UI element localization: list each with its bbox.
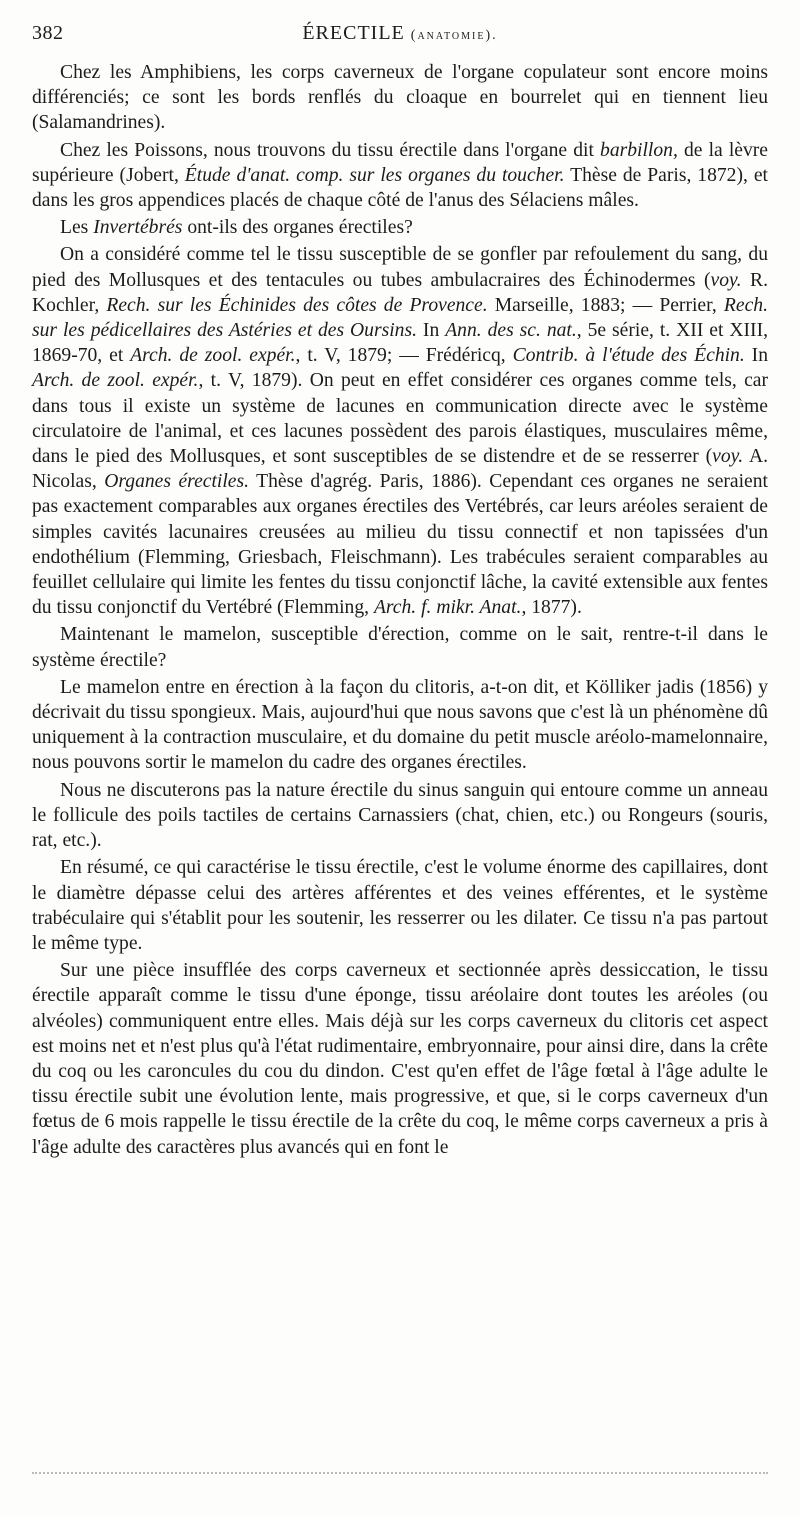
paragraph (32, 675, 768, 776)
running-title-main: ÉRECTILE (302, 22, 405, 44)
text-run: Chez les Poissons, nous trouvons du tissu érectile dans l'organe dit (60, 139, 601, 161)
paragraph (32, 958, 768, 1160)
italic-text: Invertébrés (93, 217, 183, 239)
running-header (32, 22, 768, 52)
text-run: ont-ils des organes érectiles? (182, 217, 413, 239)
text-run: R. Kochler, (32, 269, 768, 316)
text-run: Chez les Amphibiens, les corps caverneux de l'organe copulateur sont encore moins différenciés; ce sont les bords renflés du cloaque en bourrelet qui en tiennent lieu (Salamandrines). (32, 62, 768, 134)
text-run: On a considéré comme tel le tissu susceptible de se gonfler par refoulement du sang, du pied des Mollusques et des tentacules ou tubes ambulacraires des Échinodermes ( (32, 244, 768, 291)
text-run: Le mamelon entre en érection à la façon du clitoris, a-t-on dit, et Kölliker jadis (1856) y décrivait du tissu spongieux. Mais, aujourd'hui que nous savons que c'est là un phénomène dû uniquement à la contraction musculaire, et du domaine du petit muscle aréolo-mamelonnaire, nous pouvons sortir le mamelon du cadre des organes érectiles. (32, 676, 768, 774)
text-run: , t. V, 1879). On peut en effet considérer ces organes comme tels, car dans tous il existe un système de lacunes en communication directe avec le système circulatoire de l'animal, et ces lacunes possèdent des parois élastiques, musculaires même, dans le pied des Mollusques, et sont susceptibles de se distendre et de se resserrer ( (32, 370, 768, 468)
paragraph (32, 855, 768, 956)
italic-text: Arch. de zool. expér. (32, 370, 199, 392)
italic-text: Contrib. à l'étude des Échin. (512, 345, 745, 367)
running-title-subtitle: (anatomie). (410, 28, 498, 43)
text-run: Marseille, 1883; — Perrier, (487, 294, 724, 316)
italic-text: Organes érectiles. (104, 471, 250, 493)
italic-text: Rech. sur les Échinides des côtes de Provence. (106, 294, 488, 316)
text-run: Les (60, 217, 94, 239)
text-run: En résumé, ce qui caractérise le tissu érectile, c'est le volume énorme des capillaires, dont le diamètre dépasse celui des artères afférentes et des veines efférentes, et le système trabéculaire qui s'établit pour les soutenir, les resserrer ou les dilater. Ce tissu n'a pas partout le même type. (32, 857, 768, 954)
text-run: Sur une pièce insufflée des corps caverneux et sectionnée après dessiccation, le tissu érectile apparaît comme le tissu d'une éponge, tissu aréolaire dont toutes les aréoles (ou alvéoles) communiquent entre elles. Mais déjà sur les corps caverneux du clitoris cet aspect est moins net et n'est plus qu'à l'état rudimentaire, embryonnaire, pour ainsi dire, dans la crête du coq ou les caroncules du cou du dindon. C'est qu'en effet de l'âge fœtal à l'âge adulte le tissu érectile subit une évolution lente, mais progressive, et que, si le corps caverneux d'un fœtus de 6 mois rappelle le tissu érectile de la crête du coq, le même corps caverneux a pris à l'âge adulte des caractères plus avancés qui en font le (32, 960, 768, 1158)
text-run: Thèse d'agrég. Paris, 1886). Cependant ces organes ne seraient pas exactement comparables aux organes érectiles des Vertébrés, car leurs aréoles seraient de simples cavités lacunaires creusées au milieu du tissu connectif et non tapissées d'un endothélium (Flemming, Griesbach, Fleischmann). Les trabécules seraient comparables au feuillet cellulaire qui limite les fentes du tissu conjonctif lâche, la cavité extensible aux fentes du tissu conjonctif du Vertébré (Flemming, (32, 471, 768, 619)
running-title (32, 22, 768, 45)
paragraph (32, 778, 768, 854)
text-run: A. Nicolas, (32, 446, 768, 493)
italic-text: voy. (712, 446, 744, 468)
paragraph (32, 138, 768, 214)
italic-text: Arch. de zool. expér. (130, 345, 296, 367)
page-number: 382 (32, 22, 64, 44)
paragraph (32, 215, 768, 240)
italic-text: Arch. f. mikr. Anat. (373, 597, 522, 619)
italic-text: barbillon, (600, 139, 678, 161)
paragraph (32, 622, 768, 672)
text-run: Thèse de Paris, 1872), et dans les gros appendices placés de chaque côté de l'anus des Sélaciens mâles. (32, 164, 768, 212)
text-run: In (416, 320, 446, 342)
text-run: In (744, 345, 768, 367)
text-run: , 5e série, t. XII et XIII, 1869-70, et (32, 320, 768, 367)
paragraph (32, 242, 768, 620)
bottom-dotted-rule (32, 1472, 768, 1474)
italic-text: Ann. des sc. nat. (445, 320, 577, 342)
text-run: Nous ne discuterons pas la nature érectile du sinus sanguin qui entoure comme un anneau le follicule des poils tactiles de certains Carnassiers (chat, chien, etc.) ou Rongeurs (souris, rat, etc.). (32, 779, 768, 852)
text-run: Maintenant le mamelon, susceptible d'érection, comme on le sait, rentre-t-il dans le système érectile? (32, 624, 768, 671)
text-run: , t. V, 1879; — Frédéricq, (295, 345, 513, 367)
italic-text: voy. (710, 269, 742, 291)
italic-text: Étude d'anat. comp. sur les organes du toucher. (184, 164, 565, 186)
body-text (32, 60, 768, 1162)
text-run: , 1877). (521, 597, 582, 619)
paragraph (32, 60, 768, 136)
text-run: de la lèvre supérieure (Jobert, (32, 139, 768, 186)
italic-text: Rech. sur les pédicellaires des Astéries et des Oursins. (32, 294, 768, 342)
